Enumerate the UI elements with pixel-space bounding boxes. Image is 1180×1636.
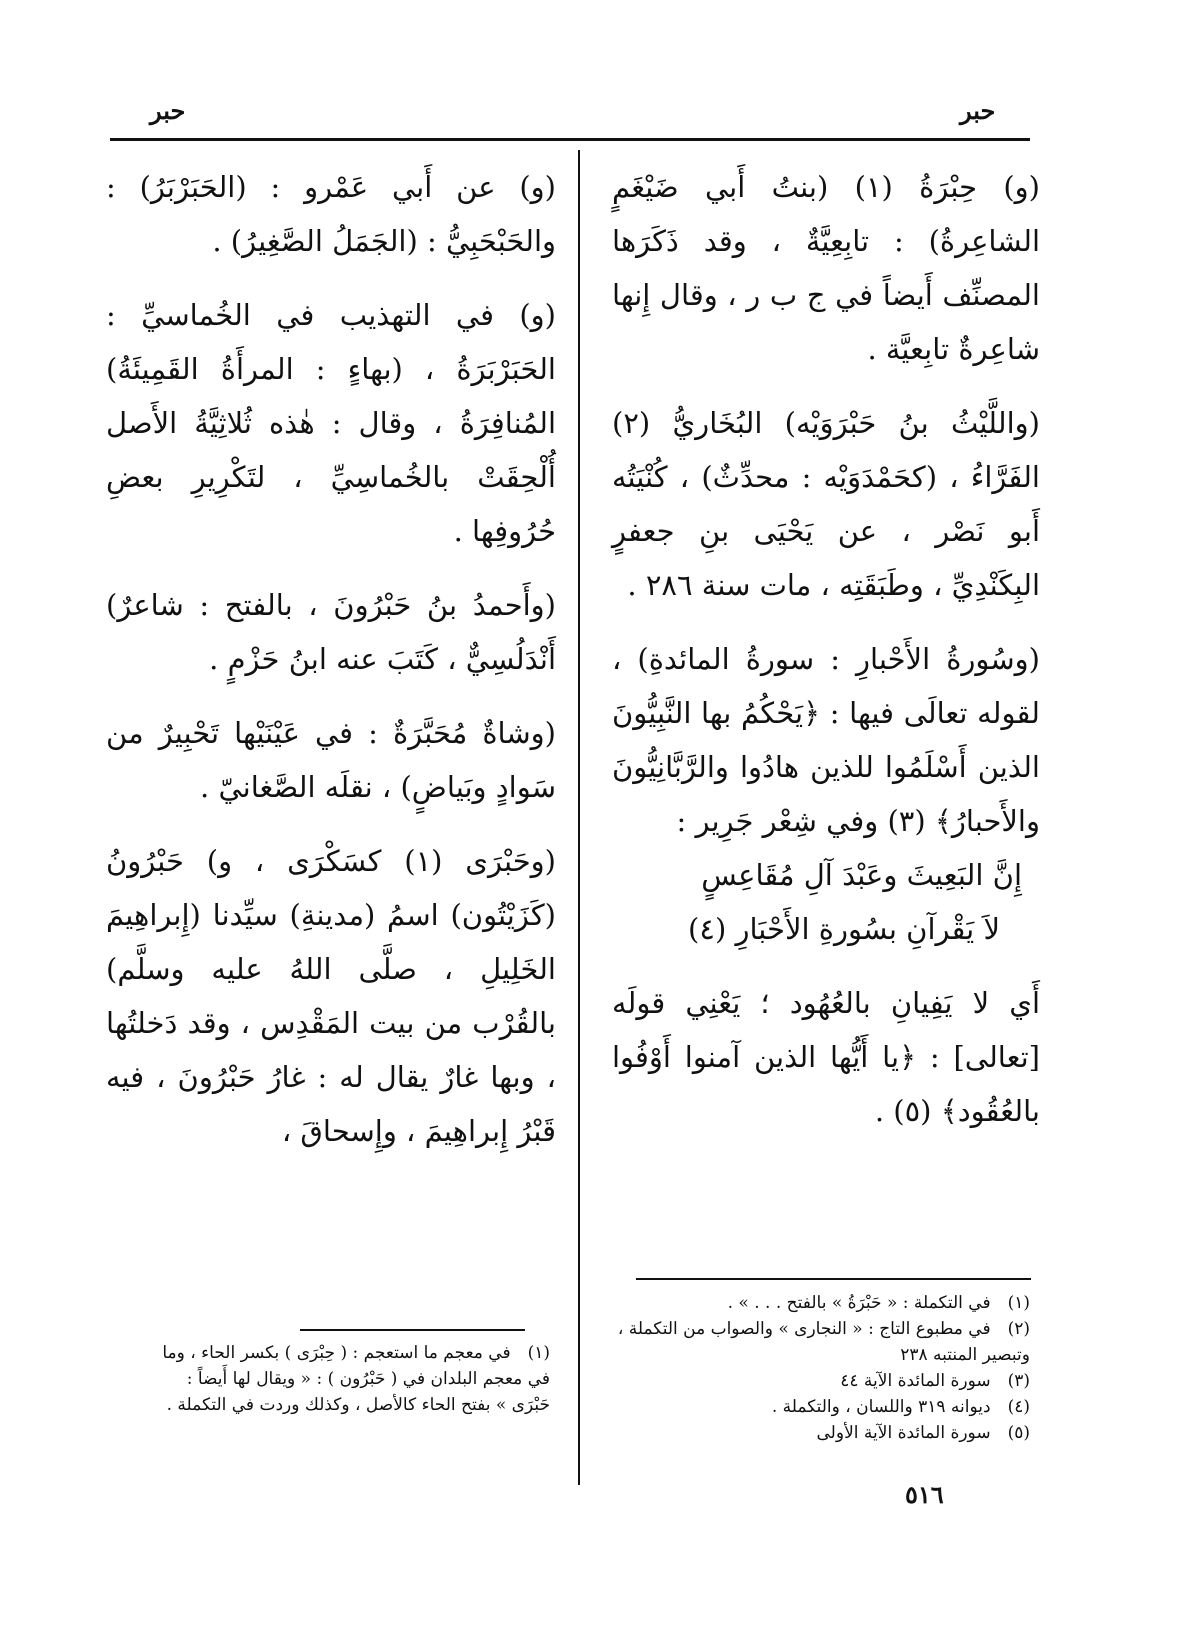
footnote-rule-left	[300, 1329, 525, 1331]
entry-paragraph: أَي لا يَفِيانِ بالعُهُود ؛ يَعْنِي قولَه [تعالى] : ﴿يا أَيُّها الذين آمنوا أَوْفُوا بالعُقُود﴾ (٥) .	[612, 986, 1040, 1128]
page-number: ٥١٦	[905, 1480, 944, 1509]
verse-line-2: لاَ يَقْرآنِ بسُورةِ الأَحْبَارِ (٤)	[688, 912, 1000, 946]
entry-paragraph: (و) عن أَبي عَمْرو : (الحَبَرْبَرُ) : والحَبْحَبِيُّ : (الجَمَلُ الصَّغِيرُ) .	[106, 170, 556, 258]
entry-paragraph: (وحَبْرَى (١) كسَكْرَى ، و) حَبْرُونُ (كَزَيْتُون) اسمُ (مدينةِ) سيِّدنا (إِبراهِيمَ الخَلِيلِ ، صلَّى اللهُ عليه وسلَّم) بالقُرْب من بيت المَقْدِس ، وقد دَخلتُها ، وبها غارٌ يقال له : غارُ حَبْرُونَ ، فيه قَبْرُ إِبراهِيمَ ، وإِسحاقَ ،	[106, 844, 556, 1148]
entry-paragraph: (و) في التهذيب في الخُماسيِّ : الحَبَرْبَرَةُ ، (بهاءٍ : المرأَةُ القَمِيئَةُ) المُنافِرَةُ ، وقال : هٰذه ثُلاثِيَّةُ الأَصل أُلْحِقَتْ بالخُماسِيِّ ، لتَكْرِيرِ بعضِ حُرُوفِها .	[106, 298, 556, 548]
footnotes-left	[150, 1340, 550, 1418]
entry-paragraph: (و) حِبْرَةُ (١) (بنتُ أَبي ضَيْغَمٍ الشاعِرةُ) : تابِعِيَّةٌ ، وقد ذَكَرَها المصنِّف أَيضاً في ج ب ر ، وقال إِنها شاعِرةٌ تابِعيَّة .	[612, 170, 1040, 366]
footnote: (٤) ديوانه ٣١٩ واللسان ، والتكملة .	[771, 1397, 1030, 1417]
column-divider	[578, 150, 580, 1485]
footnote: (٢) في مطبوع التاج : « النجارى » والصواب من التكملة ، وتبصير المنتبه ٢٣٨	[617, 1319, 1030, 1365]
entry-paragraph: (واللَّيْثُ بنُ حَبْرَوَيْه) البُخَاريُّ (٢) الفَرَّاءُ ، (كحَمْدَوَيْه : محدِّثٌ) ، كُنْيَتُه أَبو نَصْر ، عن يَحْيَى بنِ جعفرٍ البِكَنْدِيِّ ، وطَبَقَتِه ، مات سنة ٢٨٦ .	[612, 406, 1040, 602]
entry-paragraph: (وسُورةُ الأَحْبارِ : سورةُ المائدةِ) ، لقوله تعالَى فيها : ﴿يَحْكُمُ بها النَّبِيُّونَ الذين أَسْلَمُوا للذين هادُوا والرَّبَّانِيُّونَ والأَحبارُ﴾ (٣) وفي شِعْر جَرِير :	[612, 642, 1040, 838]
entry-paragraph: (وشاةٌ مُحَبَّرَةٌ : في عَيْنَيْها تَحْبِيرٌ من سَوادٍ وبَياضٍ) ، نقلَه الصَّغانيّ .	[106, 716, 556, 804]
running-header-left: حبر	[150, 96, 186, 125]
footnote: (١) في معجم ما استعجم : ( حِبْرَى ) بكسر الحاء ، وما في معجم البلدان في ( حَبْرُون ) : « ويقال لها أَيضاً : حَبْرَى » بفتح الحاء كالأصل ، وكذلك وردت في التكملة .	[162, 1343, 550, 1415]
footnote: (١) في التكملة : « حَبْرَةُ » بالفتح . . . » .	[727, 1293, 1030, 1313]
left-column	[106, 160, 556, 1158]
footnote: (٥) سورة المائدة الآية الأولى	[816, 1423, 1030, 1443]
running-header-right: حبر	[960, 96, 996, 125]
footnote-rule-right	[636, 1278, 1031, 1280]
footnote: (٣) سورة المائدة الآية ٤٤	[840, 1371, 1030, 1391]
right-column	[612, 160, 1040, 1138]
header-rule	[110, 138, 1030, 141]
footnotes-right	[612, 1290, 1030, 1446]
entry-paragraph: (وأَحمدُ بنُ حَبْرُونَ ، بالفتح : شاعرٌ) أَنْدَلُسِيٌّ ، كَتَبَ عنه ابنُ حَزْمٍ .	[106, 588, 556, 676]
verse-line-1: إِنَّ البَعِيثَ وعَبْدَ آلِ مُقَاعِسٍ	[701, 858, 1022, 892]
